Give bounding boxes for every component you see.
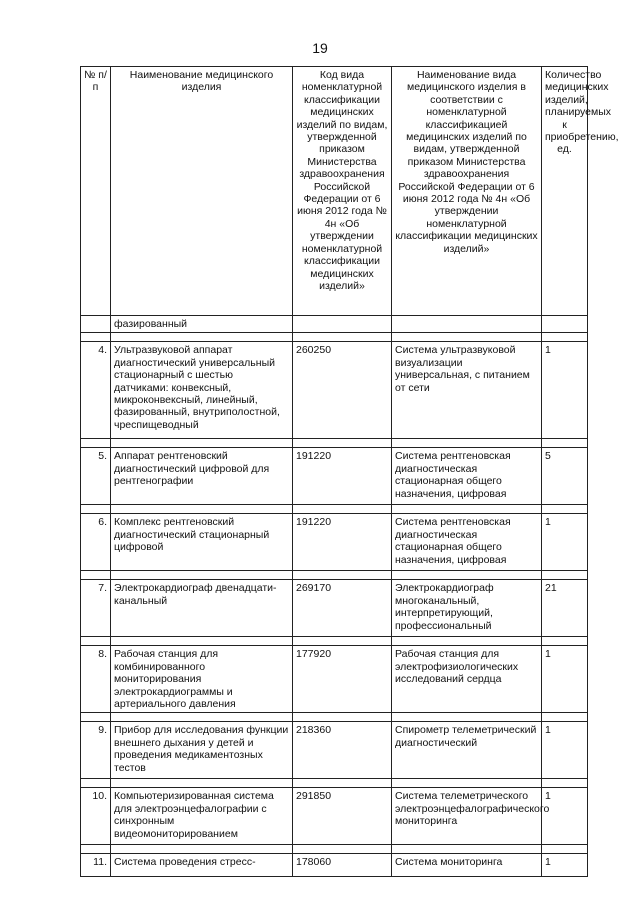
cell-qty: 5 [542,448,588,505]
cell-name: Ультразвуковой аппарат диагностический универсальный стационарный с шестью датчиками: конвексный, микроконвексный, линейный, фазированный, внутриполостной, чреспищеводный [111,342,293,439]
row-spacer [81,333,588,342]
cell-qty: 1 [542,646,588,713]
cell-code: 191220 [293,448,392,505]
cell-qty: 1 [542,788,588,845]
cell-name: Компьютеризированная система для электроэнцефалографии с синхронным видеомониторированием [111,788,293,845]
cell-code: 178060 [293,854,392,877]
table-row [81,580,588,637]
cell-name: Аппарат рентгеновский диагностический цифровой для рентгенографии [111,448,293,505]
cell-num: 10. [81,788,111,845]
cell-qty: 1 [542,722,588,779]
cell-num: 4. [81,342,111,439]
continuation-row [81,316,588,333]
cell-kind: Система мониторинга [392,854,542,877]
header-name: Наименование медицинского изделия [111,67,293,316]
table-row [81,448,588,505]
row-spacer [81,439,588,448]
table-row [81,722,588,779]
cell-name: Электрокардиограф двенадцати-канальный [111,580,293,637]
table-row [81,646,588,713]
cell-num: 11. [81,854,111,877]
table-header-row [81,67,588,316]
header-qty: Количество медицинских изделий, планируемых к приобретению, ед. [542,67,588,316]
cell-num: 7. [81,580,111,637]
table-row [81,514,588,571]
cell-num: 6. [81,514,111,571]
table-row [81,788,588,845]
cell-name: Комплекс рентгеновский диагностический стационарный цифровой [111,514,293,571]
header-code: Код вида номенклатурной классификации медицинских изделий по видам, утвержденной приказом Министерства здравоохранения Российской Федерации от 6 июня 2012 года № 4н «Об утверждении номенклатурной классификации медицинских изделий» [293,67,392,316]
cell-name: Рабочая станция для комбинированного мониторирования электрокардиограммы и артериального давления [111,646,293,713]
table-row [81,342,588,439]
cell-qty: 1 [542,854,588,877]
cell-num: 5. [81,448,111,505]
cell-kind: Система ультразвуковой визуализации универсальная, с питанием от сети [392,342,542,439]
row-spacer [81,637,588,646]
header-kind: Наименование вида медицинского изделия в соответствии с номенклатурной классификацией медицинских изделий по видам, утвержденной приказом Министерства здравоохранения Российской Федерации от 6 июня 2012 года № 4н «Об утверждении номенклатурной классификации медицинских изделий» [392,67,542,316]
cell-code: 291850 [293,788,392,845]
cell-kind: Система рентгеновская диагностическая стационарная общего назначения, цифровая [392,448,542,505]
cell-kind: Рабочая станция для электрофизиологических исследований сердца [392,646,542,713]
equipment-table [80,66,619,877]
cell-name: Прибор для исследования функции внешнего дыхания у детей и проведения медикаментозных тестов [111,722,293,779]
row-spacer [81,779,588,788]
table-row [81,854,588,877]
cell-code: 218360 [293,722,392,779]
row-spacer [81,571,588,580]
cell-kind: Электрокардиограф многоканальный, интерпретирующий, профессиональный [392,580,542,637]
cell-code: 260250 [293,342,392,439]
row-spacer [81,713,588,722]
cell-kind: Система рентгеновская диагностическая стационарная общего назначения, цифровая [392,514,542,571]
cell-kind: Спирометр телеметрический диагностический [392,722,542,779]
cell-code: 177920 [293,646,392,713]
cell-qty: 1 [542,514,588,571]
row-spacer [81,845,588,854]
cell-code: 191220 [293,514,392,571]
cell-num: 9. [81,722,111,779]
cell-code: 269170 [293,580,392,637]
header-num: № п/п [81,67,111,316]
cell-qty: 1 [542,342,588,439]
cell-qty: 21 [542,580,588,637]
continuation-text: фазированный [111,316,293,333]
cell-kind: Система телеметрического электроэнцефалографического мониторинга [392,788,542,845]
page-number: 19 [312,40,328,56]
cell-num: 8. [81,646,111,713]
cell-name: Система проведения стресс- [111,854,293,877]
row-spacer [81,505,588,514]
